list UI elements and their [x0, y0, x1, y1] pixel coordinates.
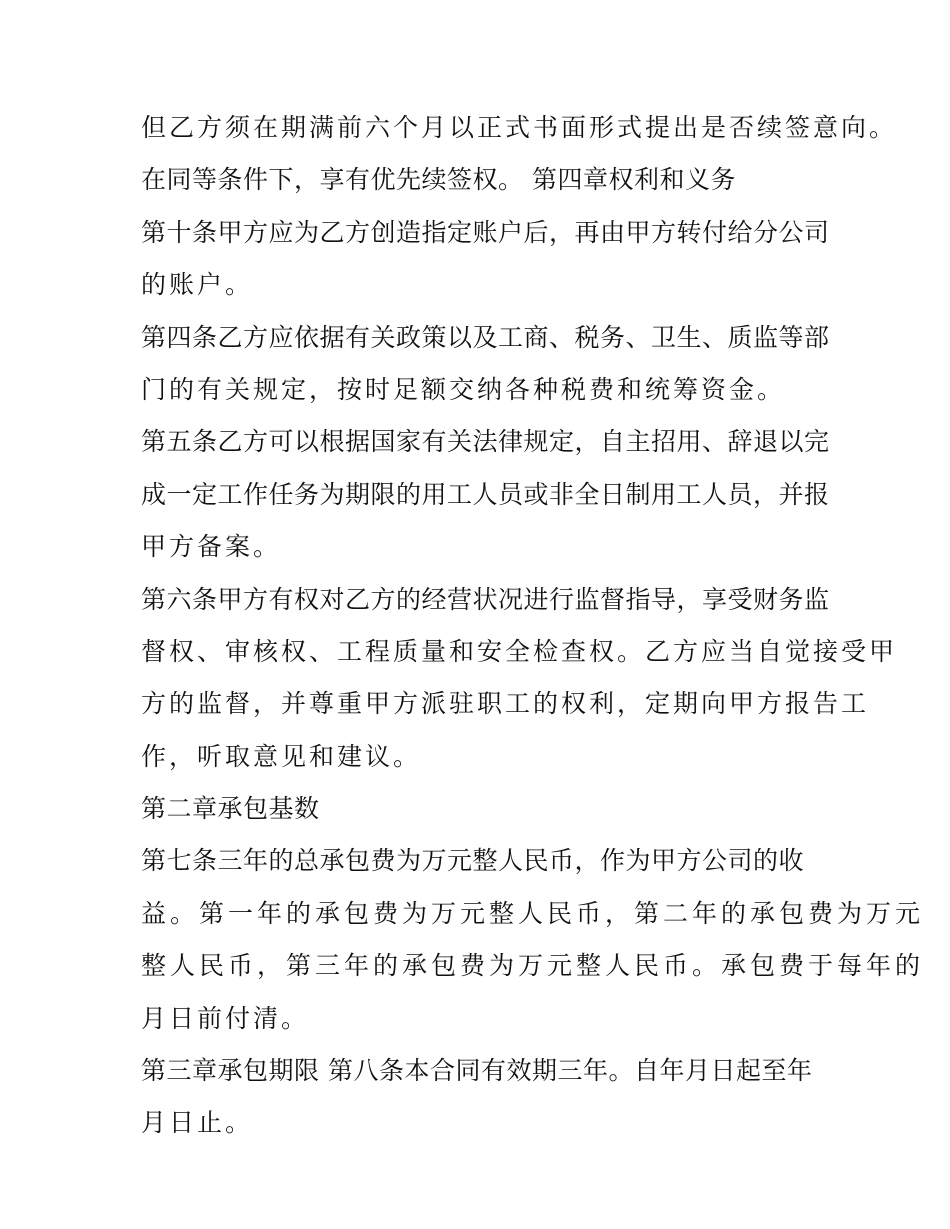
text-line-12: 方的监督，并尊重甲方派驻职工的权利，定期向甲方报告工 — [141, 689, 870, 719]
text-line-3: 第十条甲方应为乙方创造指定账户后，再由甲方转付给分公司 — [141, 217, 830, 247]
text-line-2: 在同等条件下，享有优先续签权。 第四章权利和义务 — [141, 165, 736, 195]
text-line-11: 督权、审核权、工程质量和安全检查权。乙方应当自觉接受甲 — [141, 636, 898, 666]
text-line-19: 第三章承包期限 第八条本合同有效期三年。自年月日起至年 — [141, 1056, 813, 1086]
text-line-20: 月日止。 — [141, 1108, 254, 1138]
text-line-6: 门的有关规定，按时足额交纳各种税费和统筹资金。 — [141, 374, 786, 404]
text-line-15: 第七条三年的总承包费为万元整人民币，作为甲方公司的收 — [141, 846, 805, 876]
text-line-9: 甲方备案。 — [141, 532, 282, 562]
text-line-13: 作，听取意见和建议。 — [141, 741, 422, 771]
text-line-1: 但乙方须在期满前六个月以正式书面形式提出是否续签意向。 — [141, 113, 898, 142]
text-line-5: 第四条乙方应依据有关政策以及工商、税务、卫生、质监等部 — [141, 322, 830, 352]
text-line-7: 第五条乙方可以根据国家有关法律规定，自主招用、辞退以完 — [141, 427, 830, 457]
text-line-10: 第六条甲方有权对乙方的经营状况进行监督指导，享受财务监 — [141, 584, 830, 614]
chapter-heading-2: 第二章承包基数 — [141, 794, 320, 824]
text-line-16: 益。第一年的承包费为万元整人民币，第二年的承包费为万元 — [141, 898, 925, 928]
text-line-17: 整人民币，第三年的承包费为万元整人民币。承包费于每年的 — [141, 951, 925, 981]
text-line-18: 月日前付清。 — [141, 1003, 310, 1033]
text-line-4: 的账户。 — [141, 270, 254, 300]
text-line-8: 成一定工作任务为期限的用工人员或非全日制用工人员，并报 — [141, 479, 830, 509]
document-body — [141, 102, 925, 1150]
